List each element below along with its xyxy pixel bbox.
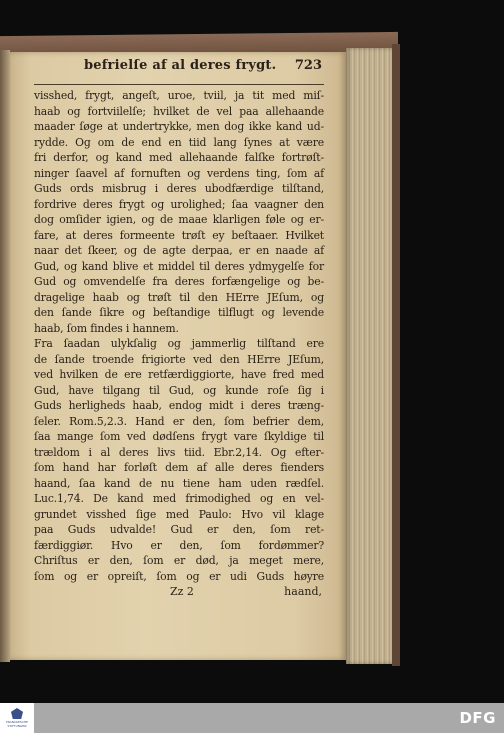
- book-gutter: [0, 50, 10, 662]
- running-title: befrielſe af al deres frygt.: [84, 58, 277, 73]
- text-line: grundet visshed ſige med Paulo: Hvo vil klage: [34, 507, 324, 521]
- signature-mark: Zz 2: [170, 585, 194, 598]
- text-line: fare, at deres formeente trøſt ey beſtaaer. Hvilket: [34, 228, 324, 242]
- library-crest-icon: [11, 708, 23, 719]
- text-line: ſom og er opreiſt, ſom og er udi Guds høyre: [34, 569, 324, 583]
- text-line: Gud og omvendelſe fra deres forfængelige og be-: [34, 275, 324, 288]
- text-line: haand, ſaa kand de nu tiene ham uden rædſel.: [34, 476, 324, 490]
- text-line: ninger ſaavel af fornuften og verdens ting, ſom af: [34, 166, 324, 180]
- text-line: dragelige haab og trøſt til den HErre JEſum, og: [34, 290, 324, 304]
- catchword: haand,: [284, 585, 322, 598]
- book-cover-right-edge: [392, 44, 400, 666]
- text-line: trældom i al deres livs tiid. Ebr.2,14. Og efter-: [34, 445, 324, 459]
- text-line: de ſande troende frigiorte ved den HErre JEſum,: [34, 352, 324, 366]
- dfg-logo[interactable]: DFG: [459, 709, 496, 727]
- text-line: rydde. Og om de end en tiid lang ſynes at være: [34, 135, 324, 149]
- page-text-block: [34, 58, 324, 601]
- book-fore-edge: [346, 48, 396, 664]
- text-line: maader ſøge at undertrykke, men dog ikke kand ud-: [34, 120, 324, 133]
- text-line: færdiggiør. Hvo er den, ſom fordømmer?: [34, 538, 324, 552]
- catchline: [34, 585, 324, 601]
- text-line: ved hvilken de ere retfærdiggiorte, have fred med: [34, 368, 324, 381]
- text-line: den ſande ſikre og beſtandige tilflugt og levende: [34, 306, 324, 319]
- text-line: visshed, frygt, angeſt, uroe, tviil, ja tit med miſ-: [34, 89, 324, 102]
- text-line: fri derfor, og kand med allehaande falſke fortrøſt-: [34, 151, 324, 164]
- head-rule: [34, 84, 324, 85]
- text-line: paa Guds udvalde! Gud er den, ſom ret-: [34, 523, 324, 536]
- text-line: fordrive deres frygt og urolighed; ſaa vaagner den: [34, 197, 324, 211]
- text-line: Guds ords misbrug i deres ubodfærdige tilſtand,: [34, 182, 324, 195]
- text-line: Fra ſaadan ulykſalig og jammerlig tilſtand ere: [34, 337, 324, 350]
- library-logo[interactable]: [0, 703, 34, 733]
- page-number: 723: [294, 58, 322, 73]
- text-line: dog omſider igien, og de maae klarligen føle og er-: [34, 213, 324, 226]
- body-text: [34, 88, 324, 584]
- viewer-footer-bar: [0, 703, 504, 733]
- text-line: naar det ſkeer, og de agte derpaa, er en naade af: [34, 244, 324, 257]
- text-line: Guds herligheds haab, endog midt i deres træng-: [34, 399, 324, 412]
- text-line: Luc.1,74. De kand med frimodighed og en vel-: [34, 492, 324, 505]
- text-line: Chriſtus er den, ſom er død, ja meget mere,: [34, 554, 324, 567]
- text-line: ſeler. Rom.5,2.3. Hand er den, ſom befrier dem,: [34, 414, 324, 428]
- text-line: ſom hand har forløſt dem af alle deres fienders: [34, 461, 324, 474]
- text-line: Gud, have tilgang til Gud, og kunde roſe ſig i: [34, 383, 324, 397]
- text-line: haab og fortviilelſe; hvilket de vel paa allehaande: [34, 104, 324, 118]
- text-line: Gud, og kand blive et middel til deres ydmygelſe for: [34, 259, 324, 273]
- library-logo-text: FRANCKESCHE STIFTUNGEN: [5, 720, 29, 728]
- running-head: [34, 58, 324, 80]
- text-line: ſaa mange ſom ved dødſens frygt vare ſkyldige til: [34, 430, 324, 443]
- text-line: haab, ſom findes i hannem.: [34, 321, 179, 335]
